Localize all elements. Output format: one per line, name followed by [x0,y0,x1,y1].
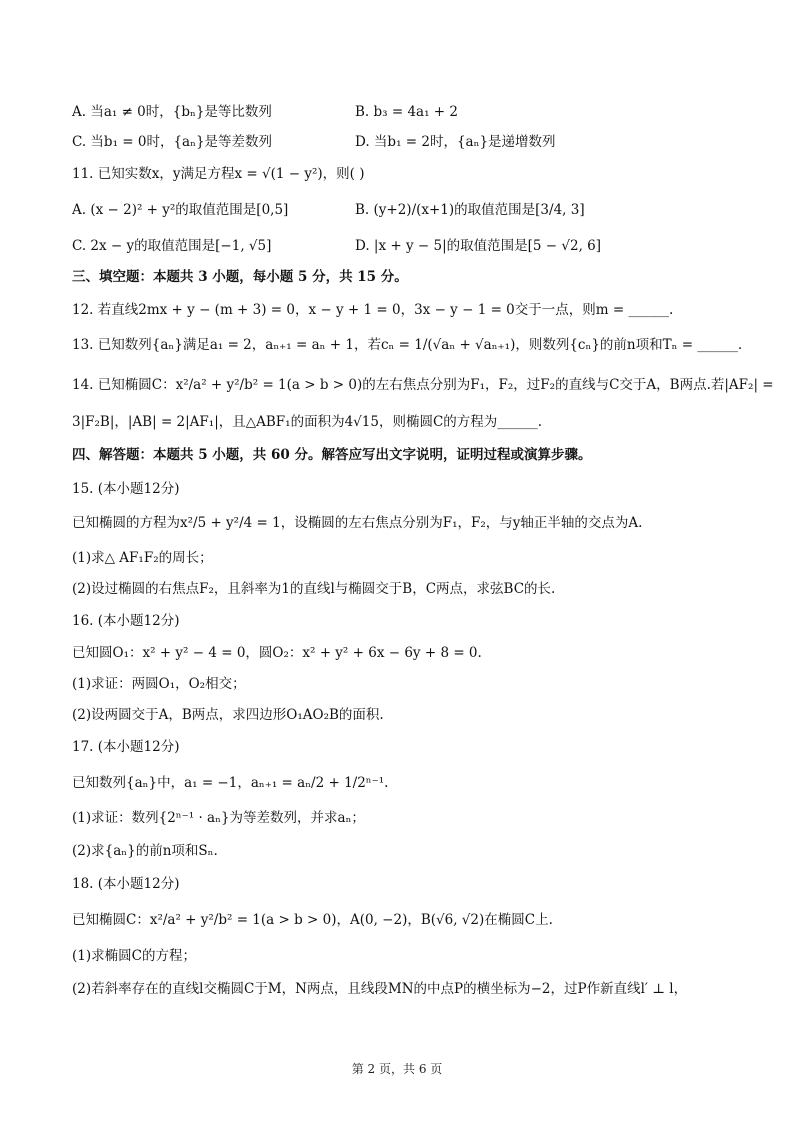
section-4-heading: 四、解答题：本题共 5 小题，共 60 分。解答应写出文字说明，证明过程或演算步骤。 [72,447,592,463]
q16-part1: (1)求证：两圆O₁，O₂相交； [72,676,246,692]
q15-part2: (2)设过椭圆的右焦点F₂，且斜率为1的直线l与椭圆交于B，C两点，求弦BC的长. [72,581,556,597]
q13-text: 13. 已知数列{aₙ}满足a₁ = 2，aₙ₊₁ = aₙ + 1，若cₙ = 1/(√aₙ + √aₙ₊₁)，则数列{cₙ}的前n项和Tₙ = ______. [72,337,743,353]
q10-option-b: B. b₃ = 4a₁ + 2 [355,104,458,120]
q11-option-b: B. (y+2)/(x+1)的取值范围是[3/4, 3] [355,202,585,218]
q17-heading: 17. (本小题12分) [72,739,180,755]
page-footer: 第 2 页，共 6 页 [351,1062,443,1076]
q15-stem: 已知椭圆的方程为x²/5 + y²/4 = 1，设椭圆的左右焦点分别为F₁，F₂，与y轴正半轴的交点为A. [72,515,643,531]
q11-stem: 11. 已知实数x，y满足方程x = √(1 − y²)，则( ) [72,166,365,182]
q15-heading: 15. (本小题12分) [72,481,180,497]
q15-part1: (1)求△ AF₁F₂的周长； [72,550,213,566]
q17-part1: (1)求证：数列{2ⁿ⁻¹ · aₙ}为等差数列，并求aₙ； [72,810,365,826]
q18-part2: (2)若斜率存在的直线l交椭圆C于M，N两点，且线段MN的中点P的横坐标为−2，过P作新直线l′ ⊥ l， [72,981,688,997]
q18-heading: 18. (本小题12分) [72,876,180,892]
q12-text: 12. 若直线2mx + y − (m + 3) = 0，x − y + 1 = 0，3x − y − 1 = 0交于一点，则m = ______. [72,302,674,318]
q16-stem: 已知圆O₁：x² + y² − 4 = 0，圆O₂：x² + y² + 6x − 6y + 8 = 0. [72,645,482,661]
section-3-heading: 三、填空题：本题共 3 小题，每小题 5 分，共 15 分。 [72,269,408,285]
q18-stem: 已知椭圆C：x²/a² + y²/b² = 1(a > b > 0)，A(0, −2)，B(√6, √2)在椭圆C上. [72,912,553,928]
q16-part2: (2)设两圆交于A，B两点，求四边形O₁AO₂B的面积. [72,707,384,723]
q10-option-d: D. 当b₁ = 2时，{aₙ}是递增数列 [355,134,556,150]
q10-option-c: C. 当b₁ = 0时，{aₙ}是等差数列 [72,134,273,150]
q16-heading: 16. (本小题12分) [72,613,180,629]
q14-line2: 3|F₂B|，|AB| = 2|AF₁|，且△ABF₁的面积为4√15，则椭圆C的方程为______. [72,414,543,430]
q11-option-d: D. |x + y − 5|的取值范围是[5 − √2, 6] [355,238,602,254]
q11-option-c: C. 2x − y的取值范围是[−1, √5] [72,238,272,254]
q11-option-a: A. (x − 2)² + y²的取值范围是[0,5] [72,202,289,218]
q17-stem: 已知数列{aₙ}中，a₁ = −1，aₙ₊₁ = aₙ/2 + 1/2ⁿ⁻¹. [72,775,389,791]
q17-part2: (2)求{aₙ}的前n项和Sₙ. [72,843,218,859]
q10-option-a: A. 当a₁ ≠ 0时，{bₙ}是等比数列 [72,104,272,120]
q18-part1: (1)求椭圆C的方程； [72,948,196,964]
q14-line1: 14. 已知椭圆C：x²/a² + y²/b² = 1(a > b > 0)的左右焦点分别为F₁，F₂，过F₂的直线与C交于A，B两点.若|AF₂| = [72,377,774,393]
